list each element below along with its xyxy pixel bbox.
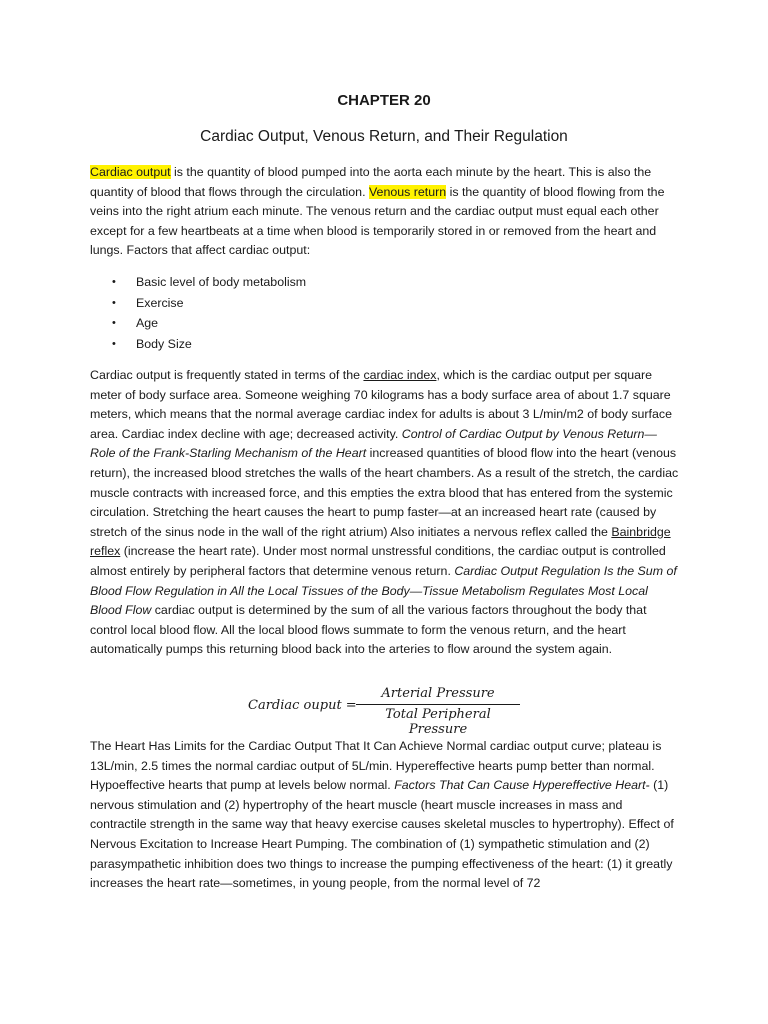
factor-list	[90, 273, 680, 355]
text-run: Cardiac output is frequently stated in terms of the	[90, 368, 364, 382]
text-run: (1) nervous stimulation and (2) hypertrophy of the heart muscle (heart muscle increases in mass and contractile strength in the same way that heavy exercise causes skeletal muscles to hypertrophy). Effect of Nervous Excitation to Increase Heart Pumping. The combination of (1) sympathetic stimulation and (2) parasympathetic inhibition does two things to increase the pumping effectiveness of the heart: (1) it greatly increases the heart rate—sometimes, in young people, from the normal level of 72	[90, 778, 674, 891]
cardiac-output-formula	[248, 686, 523, 737]
italic-heading-local-blood-flow: Cardiac Output Regulation Is the Sum of Blood Flow Regulation in All the Local Tissues of the Body—Tissue Metabolism Regulates Most Local Blood Flow	[90, 563, 677, 618]
list-item-text: Age	[136, 316, 159, 331]
chapter-label: CHAPTER 20	[337, 92, 431, 109]
text-run: , which is the cardiac output per square meter of body surface area. Someone weighing 70 kilograms has a body surface area of about 1.7 square meters, which means that the normal average cardiac index for adults is about 3 L/min/m2 of body surface area. Cardiac index decline with age; decreased activity.	[90, 368, 672, 441]
text-run: (increase the heart rate). Under most normal unstressful conditions, the cardiac output is controlled almost entirely by peripheral factors that determine venous return.	[90, 544, 666, 578]
bullet-icon: •	[112, 296, 116, 309]
list-item	[90, 294, 680, 315]
highlight-cardiac-output: Cardiac output	[90, 165, 171, 179]
text-run: cardiac output is determined by the sum of all the various factors throughout the body that control local blood flow. All the local blood flows summate to form the venous return, and the heart automatically pumps this returning blood back into the arteries to flow around the system again.	[90, 603, 647, 657]
paragraph-heart-limits	[90, 737, 680, 894]
formula-fraction	[356, 686, 520, 737]
italic-heading-frank-starling: Control of Cardiac Output by Venous Return—Role of the Frank-Starling Mechanism of the Heart	[90, 426, 657, 461]
list-item	[90, 273, 680, 294]
italic-heading-hypereffective: Factors That Can Cause Hypereffective Heart-	[394, 778, 650, 793]
list-item	[90, 335, 680, 356]
term-cardiac-index: cardiac index	[363, 368, 437, 382]
text-run: is the quantity of blood flowing from the veins into the right atrium each minute. The venous return and the cardiac output must equal each other except for a few heartbeats at a time when blood is temporarily stored in or removed from the heart and lungs. Factors that affect cardiac output:	[90, 184, 665, 258]
paragraph-cardiac-index	[90, 366, 680, 660]
chapter-title: Cardiac Output, Venous Return, and Their Regulation	[200, 128, 568, 145]
list-item	[90, 314, 680, 335]
paragraph-intro	[90, 163, 680, 261]
list-item-text: Basic level of body metabolism	[136, 275, 307, 289]
bullet-icon: •	[112, 276, 116, 288]
text-run: is the quantity of blood pumped into the aorta each minute by the heart. This is also the quantity of blood that flows through the circulation.	[90, 165, 652, 199]
text-run: The Heart Has Limits for the Cardiac Output That It Can Achieve Normal cardiac output curve; plateau is 13L/min, 2.5 times the normal cardiac output of 5L/min. Hypereffective hearts pump better than normal. Hypoeffective hearts that pump at levels below normal.	[90, 739, 662, 793]
bullet-icon: •	[112, 317, 116, 330]
formula-denominator: Total Peripheral Pressure	[385, 707, 491, 737]
formula-lhs: Cardiac ouput =	[248, 698, 357, 713]
list-item-text: Body Size	[136, 336, 192, 351]
bullet-icon: •	[112, 337, 116, 350]
highlight-venous-return: Venous return	[368, 184, 447, 199]
formula-numerator: Arterial Pressure	[381, 686, 495, 701]
list-item-text: Exercise	[136, 295, 184, 310]
text-run: increased quantities of blood flow into the heart (venous return), the increased blood stretches the walls of the heart chambers. As a result of the stretch, the cardiac muscle contracts with increased force, and this empties the extra blood that has entered from the systemic circulation. Stretching the heart causes the heart to pump faster—at an increased heart rate (caused by stretch of the sinus node in the wall of the right atrium) Also initiates a nervous reflex called the	[90, 446, 679, 539]
term-bainbridge-reflex: Bainbridge reflex	[90, 524, 671, 559]
